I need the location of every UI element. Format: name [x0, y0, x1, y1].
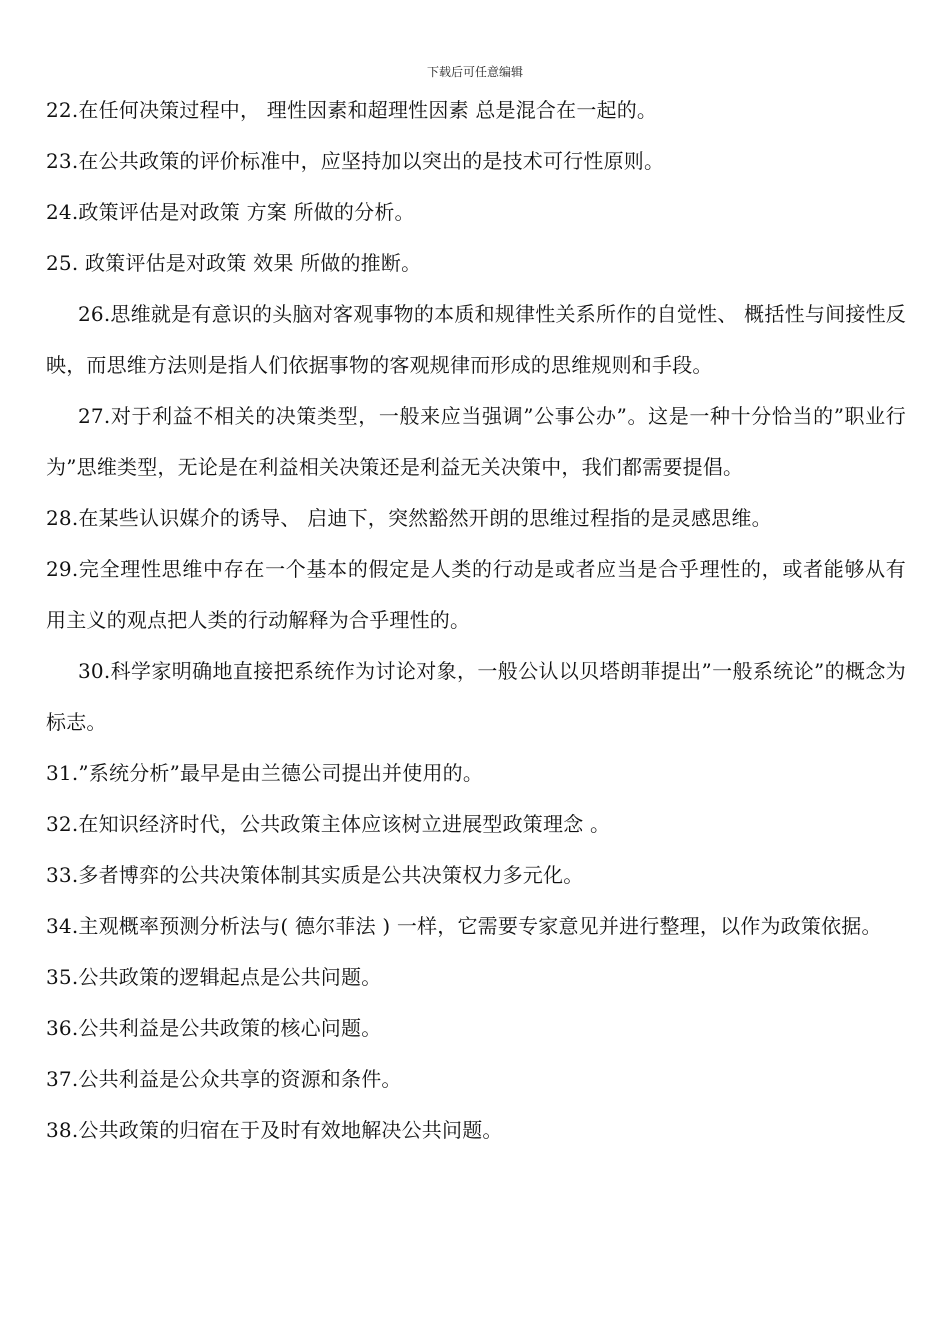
item-28: 28.在某些认识媒介的诱导、 启迪下，突然豁然开朗的思维过程指的是灵感思维。	[46, 506, 772, 530]
item-23: 23.在公共政策的评价标准中，应坚持加以突出的是技术可行性原则。	[46, 149, 665, 173]
document-body	[46, 85, 906, 1156]
item-32: 32.在知识经济时代，公共政策主体应该树立进展型政策理念 。	[46, 812, 611, 836]
item-31: 31.”系统分析”最早是由兰德公司提出并使用的。	[46, 761, 484, 785]
item-35: 35.公共政策的逻辑起点是公共问题。	[46, 965, 382, 989]
item-22: 22.在任何决策过程中， 理性因素和超理性因素 总是混合在一起的。	[46, 98, 658, 122]
item-36: 36.公共利益是公共政策的核心问题。	[46, 1016, 382, 1040]
item-38: 38.公共政策的归宿在于及时有效地解决公共问题。	[46, 1118, 503, 1142]
item-30: 30.科学家明确地直接把系统作为讨论对象，一般公认以贝塔朗菲提出”一般系统论”的概念为标志。	[46, 659, 906, 734]
item-29: 29.完全理性思维中存在一个基本的假定是人类的行动是或者应当是合乎理性的，或者能够从有用主义的观点把人类的行动解释为合乎理性的。	[46, 557, 906, 632]
item-33: 33.多者博弈的公共决策体制其实质是公共决策权力多元化。	[46, 863, 584, 887]
item-26: 26.思维就是有意识的头脑对客观事物的本质和规律性关系所作的自觉性、 概括性与间接性反映，而思维方法则是指人们依据事物的客观规律而形成的思维规则和手段。	[46, 302, 906, 377]
item-24: 24.政策评估是对政策 方案 所做的分析。	[46, 200, 415, 224]
page-header: 下载后可任意编辑	[426, 65, 523, 79]
item-25: 25. 政策评估是对政策 效果 所做的推断。	[46, 251, 422, 275]
item-27: 27.对于利益不相关的决策类型，一般来应当强调”公事公办”。这是一种十分恰当的”职业行为”思维类型，无论是在利益相关决策还是利益无关决策中，我们都需要提倡。	[46, 404, 906, 479]
item-37: 37.公共利益是公众共享的资源和条件。	[46, 1067, 402, 1091]
item-34: 34.主观概率预测分析法与( 德尔菲法 ) 一样，它需要专家意见并进行整理，以作为政策依据。	[46, 914, 882, 938]
